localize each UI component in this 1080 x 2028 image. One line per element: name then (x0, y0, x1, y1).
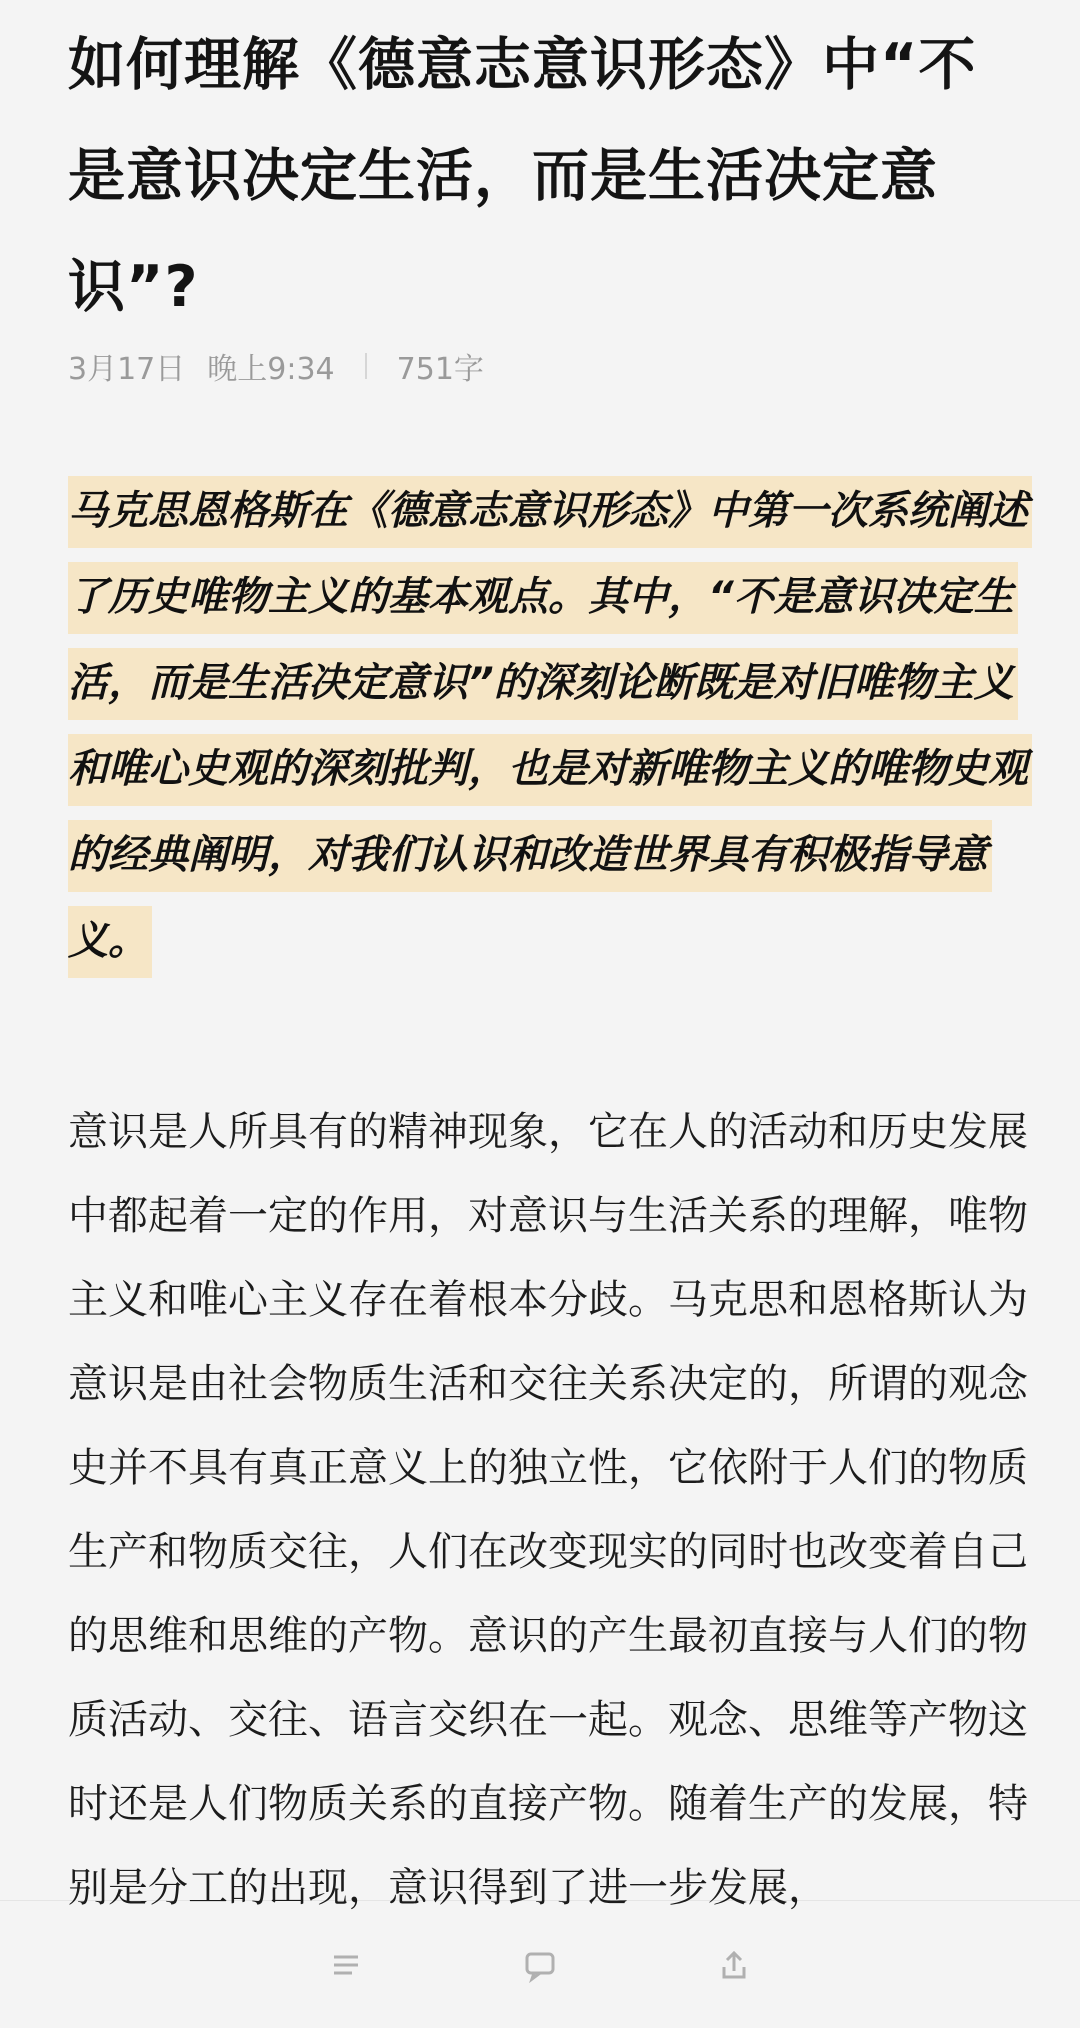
publish-time: 晚上9:34 (207, 352, 335, 387)
share-icon[interactable] (712, 1943, 756, 1987)
bottom-toolbar (0, 1900, 1080, 2028)
article-title: 如何理解《德意志意识形态》中“不是意识决定生活，而是生活决定意识”? (68, 32, 977, 320)
article-meta (68, 340, 484, 392)
word-count: 751字 (396, 352, 484, 387)
article-body: 意识是人所具有的精神现象，它在人的活动和历史发展中都起着一定的作用，对意识与生活关系的理解，唯物主义和唯心主义存在着根本分歧。马克思和恩格斯认为意识是由社会物质生活和交往关系决定的，所谓的观念史并不具有真正意义上的独立性，它依附于人们的物质生产和物质交往，人们在改变现实的同时也改变着自己的思维和思维的产物。意识的产生最初直接与人们的物质活动、交往、语言交织在一起。观念、思维等产物这时还是人们物质关系的直接产物。随着生产的发展，特别是分工的出现，意识得到了进一步发展， (68, 1109, 1028, 1911)
highlighted-summary (68, 468, 1028, 984)
highlight-text: 马克思恩格斯在《德意志意识形态》中第一次系统阐述了历史唯物主义的基本观点。其中，“不是意识决定生活，而是生活决定意识”的深刻论断既是对旧唯物主义和唯心史观的深刻批判，也是对新唯物主义的唯物史观的经典阐明，对我们认识和改造世界具有积极指导意义。 (68, 476, 1032, 978)
comment-icon[interactable] (518, 1943, 562, 1987)
publish-date: 3月17日 (68, 352, 186, 387)
list-icon[interactable] (324, 1943, 368, 1987)
meta-divider (365, 353, 367, 379)
